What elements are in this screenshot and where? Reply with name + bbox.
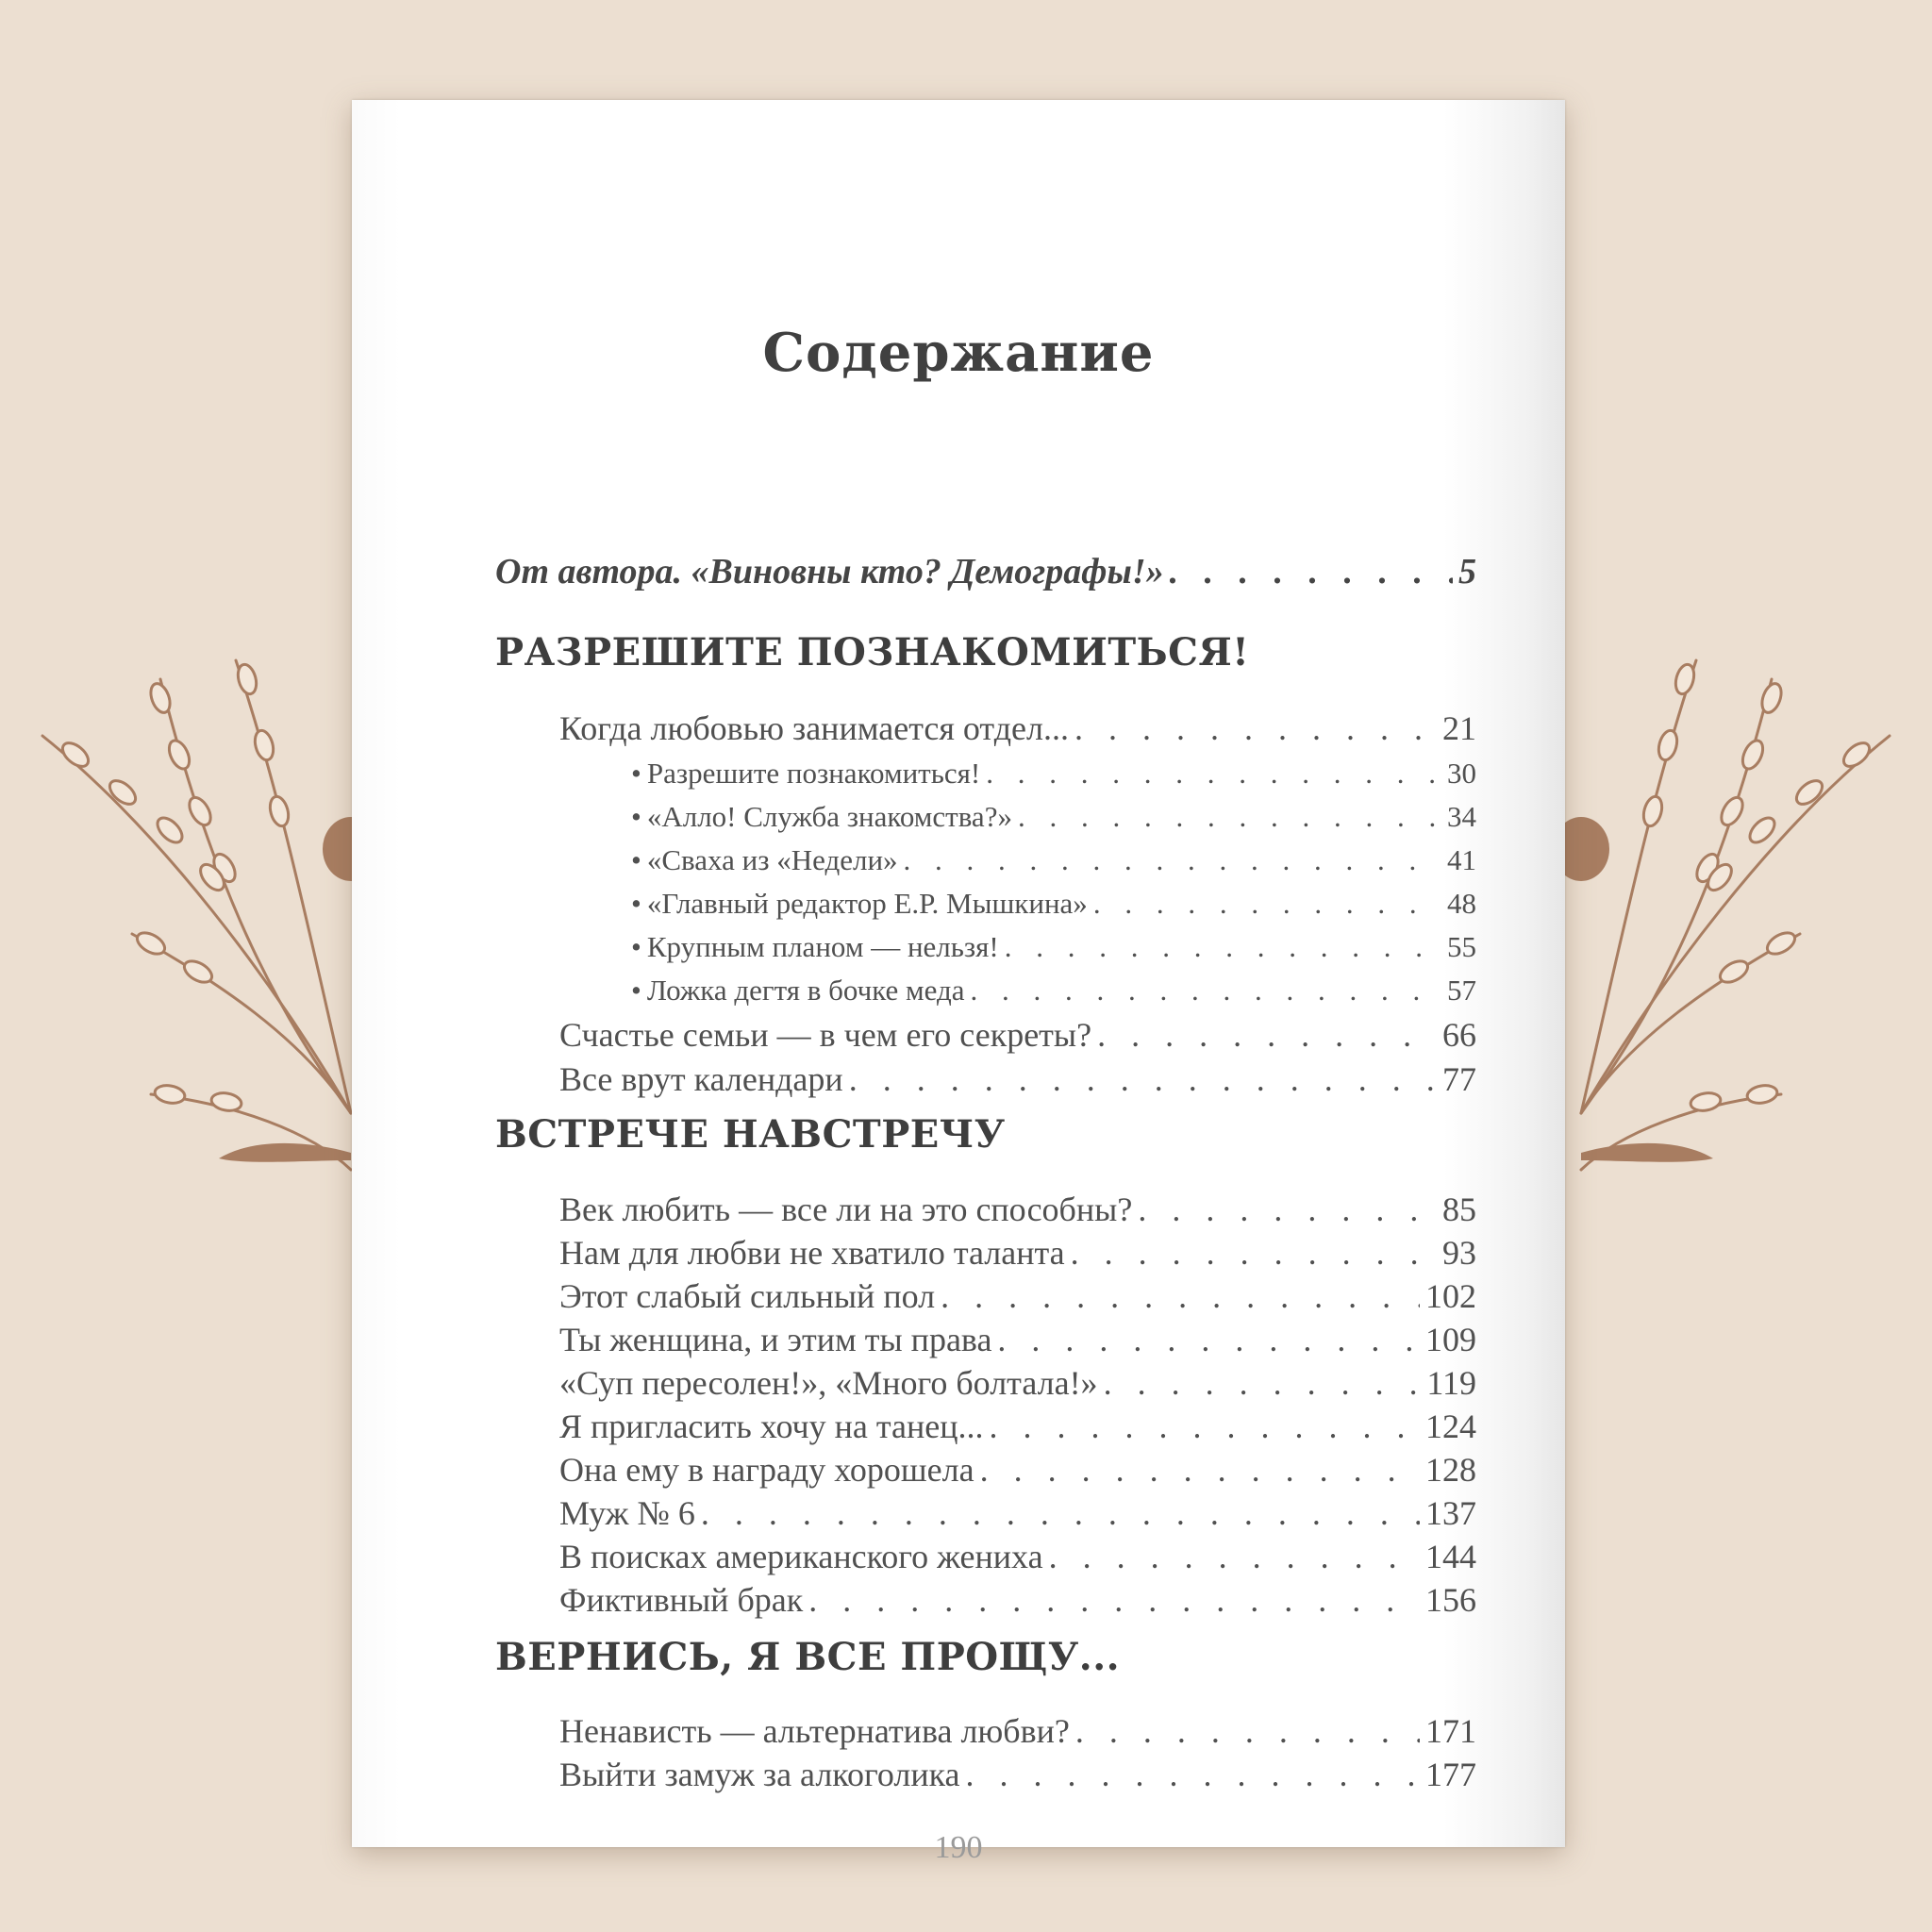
toc-entry-text: Фиктивный брак: [559, 1581, 804, 1619]
toc-entry-text: Нам для любви не хватило таланта: [559, 1234, 1065, 1272]
toc-entry: [559, 1755, 1476, 1794]
toc-entry-page: 48: [1447, 887, 1476, 920]
toc-entry-page: 66: [1442, 1016, 1476, 1054]
toc-entry-page: 30: [1447, 757, 1476, 790]
toc-entry-text: «Алло! Служба знакомства?»: [646, 800, 1012, 833]
dot-leader: [990, 1407, 1420, 1446]
dot-leader: [1138, 1190, 1437, 1229]
toc-entry-text: Разрешите познакомиться!: [646, 757, 981, 790]
dot-leader: [1071, 1233, 1437, 1273]
toc-entry: [559, 1450, 1476, 1490]
toc-entry: [559, 1190, 1476, 1229]
toc-entry-page: 137: [1425, 1494, 1476, 1532]
dot-leader: [971, 974, 1442, 1008]
page-title: Содержание: [762, 322, 1155, 384]
toc-subentry: [631, 843, 1476, 877]
toc-entry-text: Когда любовью занимается отдел...: [559, 709, 1069, 747]
toc-entry: [559, 1233, 1476, 1273]
toc-entry-text: «Главный редактор Е.Р. Мышкина»: [646, 887, 1088, 920]
section-heading: ВСТРЕЧЕ НАВСТРЕЧУ: [495, 1112, 1006, 1157]
toc-entry-text: Крупным планом — нельзя!: [646, 930, 999, 963]
dot-leader: [1093, 887, 1441, 921]
toc-entry-text: Выйти замуж за алкоголика: [559, 1756, 960, 1793]
toc-entry-text: В поисках американского жениха: [559, 1538, 1043, 1575]
toc-entry-page: 85: [1442, 1191, 1476, 1228]
toc-entry-text: Век любить — все ли на это способны?: [559, 1191, 1133, 1228]
toc-entry-text: Она ему в награду хорошела: [559, 1451, 974, 1489]
toc-entry: [559, 1711, 1476, 1751]
toc-entry-page: 77: [1442, 1060, 1476, 1098]
dot-leader: [941, 1276, 1420, 1316]
bullet-icon: •: [631, 974, 641, 1007]
toc-entry: [559, 708, 1476, 748]
toc-entry-text: Ненависть — альтернатива любви?: [559, 1712, 1070, 1750]
bullet-icon: •: [631, 757, 641, 790]
dot-leader: [808, 1580, 1420, 1620]
toc-entry-text: Ложка дегтя в бочке меда: [646, 974, 965, 1007]
toc-subentry: [631, 800, 1476, 834]
book-page: [352, 100, 1565, 1865]
bullet-icon: •: [631, 887, 641, 920]
toc-entry: [559, 1320, 1476, 1359]
dot-leader: [966, 1755, 1420, 1794]
toc-entry: [559, 1407, 1476, 1446]
toc-entry-page: 34: [1447, 800, 1476, 833]
toc-entry-page: 5: [1458, 552, 1476, 591]
dot-leader: [1005, 930, 1441, 964]
toc-entry-page: 57: [1447, 974, 1476, 1007]
toc-entry: [559, 1015, 1476, 1055]
page-number: 190: [934, 1830, 983, 1865]
toc-entry-page: 124: [1425, 1407, 1476, 1445]
dot-leader: [701, 1493, 1420, 1533]
dot-leader: [1104, 1363, 1422, 1403]
dot-leader: [997, 1320, 1420, 1359]
toc-entry-text: Этот слабый сильный пол: [559, 1277, 936, 1315]
toc-entry-page: 109: [1425, 1321, 1476, 1358]
dot-leader: [1074, 708, 1437, 748]
toc-entry-page: 119: [1426, 1364, 1476, 1402]
dot-leader: [1075, 1711, 1420, 1751]
toc-entry-text: Муж № 6: [559, 1494, 695, 1532]
section-heading: РАЗРЕШИТЕ ПОЗНАКОМИТЬСЯ!: [495, 630, 1250, 675]
dot-leader: [1018, 800, 1441, 834]
bullet-icon: •: [631, 800, 641, 833]
bullet-icon: •: [631, 930, 641, 963]
toc-entry-text: «Сваха из «Недели»: [646, 843, 898, 876]
toc-subentry: [631, 887, 1476, 921]
dot-leader: [1097, 1015, 1437, 1055]
dot-leader: [849, 1059, 1437, 1099]
toc-entry: [559, 1580, 1476, 1620]
toc-entry-text: Я пригласить хочу на танец...: [559, 1407, 984, 1445]
toc-entry-text: Счастье семьи — в чем его секреты?: [559, 1016, 1092, 1054]
toc-subentry: [631, 757, 1476, 791]
toc-entry-page: 41: [1447, 843, 1476, 876]
toc-entry-page: 55: [1447, 930, 1476, 963]
dot-leader: [1170, 551, 1453, 592]
toc-entry: [559, 1059, 1476, 1099]
toc-entry-text: «Суп пересолен!», «Много болтала!»: [559, 1364, 1098, 1402]
toc-entry-page: 128: [1425, 1451, 1476, 1489]
toc-entry: [559, 1537, 1476, 1576]
toc-subentry: [631, 930, 1476, 964]
bullet-icon: •: [631, 843, 641, 876]
toc-intro-entry: [495, 551, 1476, 592]
toc-entry-page: 93: [1442, 1234, 1476, 1272]
toc-entry-page: 144: [1425, 1538, 1476, 1575]
dot-leader: [1049, 1537, 1420, 1576]
toc-entry: [559, 1276, 1476, 1316]
toc-entry-text: От автора. «Виновны кто? Демографы!»: [495, 552, 1164, 591]
toc-entry: [559, 1363, 1476, 1403]
toc-entry: [559, 1493, 1476, 1533]
toc-entry-page: 102: [1425, 1277, 1476, 1315]
toc-entry-text: Все врут календари: [559, 1060, 843, 1098]
toc-entry-page: 171: [1425, 1712, 1476, 1750]
toc-subentry: [631, 974, 1476, 1008]
toc-entry-page: 21: [1442, 709, 1476, 747]
dot-leader: [980, 1450, 1420, 1490]
dot-leader: [904, 843, 1441, 877]
toc-entry-page: 177: [1425, 1756, 1476, 1793]
toc-entry-text: Ты женщина, и этим ты права: [559, 1321, 992, 1358]
dot-leader: [986, 757, 1441, 791]
section-heading: ВЕРНИСЬ, Я ВСЕ ПРОЩУ...: [495, 1635, 1121, 1679]
toc-entry-page: 156: [1425, 1581, 1476, 1619]
